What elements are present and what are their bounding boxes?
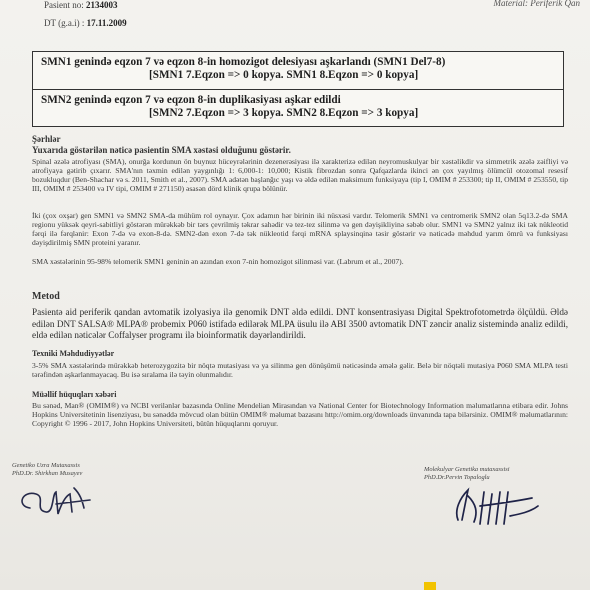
right-signer-role: Molekulyar Genetika mutaxassisi xyxy=(424,466,510,473)
comment-paragraph-3: SMA xəstələrinin 95-98% telomerik SMN1 geninin ən azından exon 7-nin homozigot silinməsi var. (Labrum et al., 2007). xyxy=(32,257,404,266)
result-box-smn1 xyxy=(32,51,564,90)
patient-no: 2134003 xyxy=(86,0,118,10)
result-smn2-line1: SMN2 genində eqzon 7 və eqzon 8-in duplikasiyası aşkar edildi xyxy=(41,94,341,106)
result-smn2-line2: [SMN2 7.Eqzon => 3 kopya. SMN2 8.Eqzon => 3 kopya] xyxy=(149,107,419,119)
result-smn1-line2: [SMN1 7.Eqzon => 0 kopya. SMN1 8.Eqzon => 0 kopya] xyxy=(149,69,419,81)
left-signer-name: PhD.Dr. Shirkhan Musayev xyxy=(12,470,83,477)
copyright-title: Müəllif hüquqları xəbəri xyxy=(32,390,117,399)
method-text: Pasientə aid periferik qandan avtomatik izolyasiya ilə genomik DNT əldə edildi. DNT konsentrasiyası Digital Spektrofotometrdə ölçüldü. Əldə edilən DNT SALSA® MLPA® probemix P060 istifadə edilərək MLPA üsulu ilə ABI 3500 avtomatik DNT zəncir analiz sistemində analiz edildi, eldə edilən nəticələr Coffalyser programı ilə bioinformatik dəyərləndirildi. xyxy=(32,307,568,340)
material-label: Material: Periferik Qan xyxy=(493,0,580,8)
comment-paragraph-2: İki (çox oxşar) gen SMN1 və SMN2 SMA-da mühüm rol oynayır. Çox adamın hər birinin iki nüsxəsi vardır. Telomerik SMN1 və centromerik SMN2 olan 5q13.2-də SMA regionu yüksək qeyri-sabitliyi göstərən mürəkkəb bir tərs çevrilmiş təkrar sahədir və tez-tez silinmə və gen dəyişikliyinə səbəb olur. SMN1 və SMN2 yalnız iki tək nükleotid fərqi ilə fərqlənir: Exon 7-də və exon-8-də. SMN2-dən exon 7-də tək nükleotid fərqi mRNA splaysinqinə təsir göstərir və nəticədə məhdud yarım ömrü və funksiyası dəyişdirilmiş SMN proteini yaranır. xyxy=(32,211,568,247)
copyright-text: Bu sənəd, Man® (OMIM®) və NCBI verilənlər bazasında Online Mendelian Mirasından və National Center for Biotechnology Information məlumatlarına etibara edir. Johns Hopkins Universitetinin lisenziyası, bu sənəddə mövcud olan bütün OMIM® məlumat bazasını http://omim.org/downloads ünvanında tapa bilərsiniz. OMIM® məlumatlarının: Copyright © 1996 - 2017, John Hopkins Universiteti, bütün hüquqlarını qoruyur. xyxy=(32,401,568,428)
dob-line: DT (g.a.i) : 17.11.2009 xyxy=(44,18,127,28)
binder-tab xyxy=(424,582,436,590)
left-signature xyxy=(10,470,110,520)
limits-text: 3-5% SMA xəstələrində mürəkkəb heterozygozitə bir nöqtə mutasiyası və ya silinmə gen dönüşümü nəticəsində əmələ gəlir. Belə bir nöqtəli mutasiya P060 SMA MLPA testi tərəfindən aşkarlanmayacaq. Bu isə sıralama ilə təyin olunmalıdır. xyxy=(32,361,568,379)
patient-no-line: Pasient no: 2134003 xyxy=(44,0,118,10)
comment-subtitle: Yuxarıda göstərilən nəticə pasientin SMA xəstəsi olduğunu göstərir. xyxy=(32,145,291,155)
left-signer-role: Genetiko Uzra Mutaxassis xyxy=(12,462,80,469)
result-smn1-line1: SMN1 genində eqzon 7 və eqzon 8-in homozigot delesiyası aşkarlandı (SMN1 Del7-8) xyxy=(41,56,446,68)
method-title: Metod xyxy=(32,291,60,302)
dob-value: 17.11.2009 xyxy=(86,18,127,28)
comment-title: Şərhlər xyxy=(32,134,61,144)
limits-title: Texniki Məhdudiyyətlər xyxy=(32,349,115,358)
result-box-smn2 xyxy=(32,89,564,127)
right-signer-name: PhD.Dr.Pervin Topaloglu xyxy=(424,474,490,481)
comment-paragraph-1: Spinal əzələ atrofiyası (SMA), onurğa kordunun ön buynuz hüceyrələrinin dezenerəsiyası ilə xarakterizə edilən neyromuskulyar bir xəstəlikdir və simmetrik əzələ zəifliyi və atrofiyaya gətirib çıxarır. SMA'nın təxmin edilən yaygınlığı 1: 6,000-1: 10,000; Kistik fibrozdan sonra Qafqazlarda ikinci ən çox yayılmış ölümcül otozomal resesif bozukluqdur (Ben-Shachar və s. 2011, Smith et al., 2007). SMA adətən başlanğıc yaşı və əldə edilən maksimum funksiyaya (tip I, OMIM # 253300; tip II, OMIM # 253550, tip III, OMIM # 253400 və IV tipi, OMIM # 271150) əsasən dörd klinik qrupa bölünür. xyxy=(32,157,568,193)
right-signature xyxy=(440,476,550,532)
